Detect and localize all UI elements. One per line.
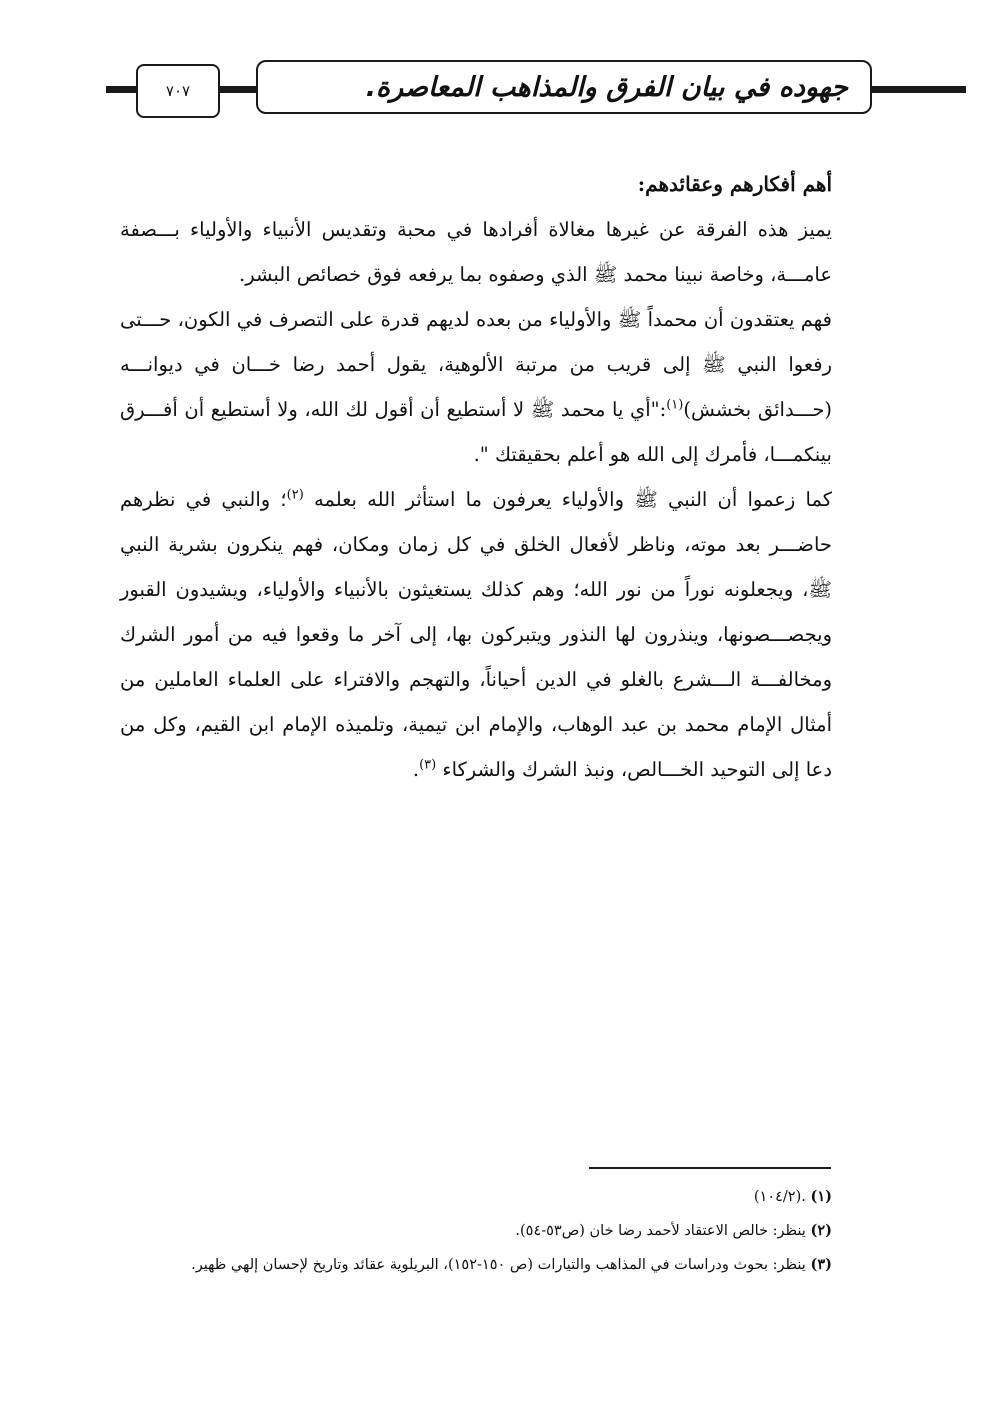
footnote-2	[120, 1214, 832, 1248]
paragraph-3-text-after: .	[412, 758, 420, 781]
section-heading: أهم أفكارهم وعقائدهم:	[637, 172, 832, 196]
paragraph-2	[120, 297, 832, 477]
page-number-box	[136, 64, 220, 118]
header-rule-middle	[218, 86, 258, 93]
footnote-separator	[589, 1167, 831, 1169]
paragraph-3-text-mid: ؛ والنبي في نظرهم حاضـــر بعد موته، وناظر لأفعال الخلق في كل زمان ومكان، فهم ينكرون بشرية النبي ﷺ، ويجعلونه نوراً من نور الله؛ وهم كذلك يستغيثون بالأنبياء والأولياء، ويشيدون القبور ويجصـــصونها، وينذرون لها النذور ويتبركون بها، إلى آخر ما وقعوا فيه من أمور الشرك ومخالفـــة الـــشرع بالغلو في الدين أحياناً، والتهجم والافتراء على العلماء العاملين من أمثال الإمام محمد بن عبد الوهاب، والإمام ابن تيمية، وتلميذه الإمام ابن القيم، وكل من دعا إلى التوحيد الخـــالص، ونبذ الشرك والشركاء	[120, 488, 832, 781]
footnote-1-number: (١)	[810, 1188, 832, 1205]
footnotes	[120, 1180, 832, 1282]
footnote-3-text: ينظر: بحوث ودراسات في المذاهب والتيارات (ص ١٥٠-١٥٢)، البريلوية عقائد وتاريخ لإحسان إلهي ظهير.	[191, 1257, 806, 1273]
running-title-box	[256, 60, 872, 114]
paragraph-1-text: يميز هذه الفرقة عن غيرها مغالاة أفرادها في محبة وتقديس الأنبياء والأولياء بـــصفة عامـــة، وخاصة نبينا محمد ﷺ الذي وصفوه بما يرفعه فوق خصائص البشر.	[120, 218, 832, 286]
running-title: جهوده في بيان الفرق والمذاهب المعاصرة.	[365, 71, 848, 103]
footnote-ref-2[interactable]: (٢)	[286, 487, 304, 503]
footnote-1	[120, 1180, 832, 1214]
footnote-2-number: (٢)	[810, 1222, 832, 1239]
paragraph-3-text-before: كما زعموا أن النبي ﷺ والأولياء يعرفون ما استأثر الله بعلمه	[303, 488, 832, 511]
paragraph-2-text-before: فهم يعتقدون أن محمداً ﷺ والأولياء من بعده لديهم قدرة على التصرف في الكون، حـــتى رفعوا النبي ﷺ إلى قريب من مرتبة الألوهية، يقول أحمد رضا خـــان في ديوانـــه (حـــدائق بخشش)	[120, 308, 832, 421]
paragraph-1	[120, 207, 832, 297]
footnote-2-text: ينظر: خالص الاعتقاد لأحمد رضا خان (ص٥٣-٥٤).	[515, 1223, 806, 1239]
header-rule-left	[106, 86, 138, 93]
footnote-3-number: (٣)	[810, 1256, 832, 1273]
paragraph-3	[120, 477, 832, 792]
header-rule-right	[872, 86, 966, 93]
footnote-ref-3[interactable]: (٣)	[419, 757, 437, 773]
footnote-1-text: .(١٠٤/٢)	[753, 1189, 806, 1205]
footnote-3	[120, 1248, 832, 1282]
main-text	[120, 162, 832, 792]
paragraph-2-text-after: :"أي يا محمد ﷺ لا أستطيع أن أقول لك الله، ولا أستطيع أن أفـــرق بينكمـــا، فأمرك إلى الله هو أعلم بحقيقتك ".	[120, 398, 832, 466]
footnote-ref-1[interactable]: (١)	[666, 397, 684, 413]
page-number: ٧٠٧	[165, 82, 191, 100]
